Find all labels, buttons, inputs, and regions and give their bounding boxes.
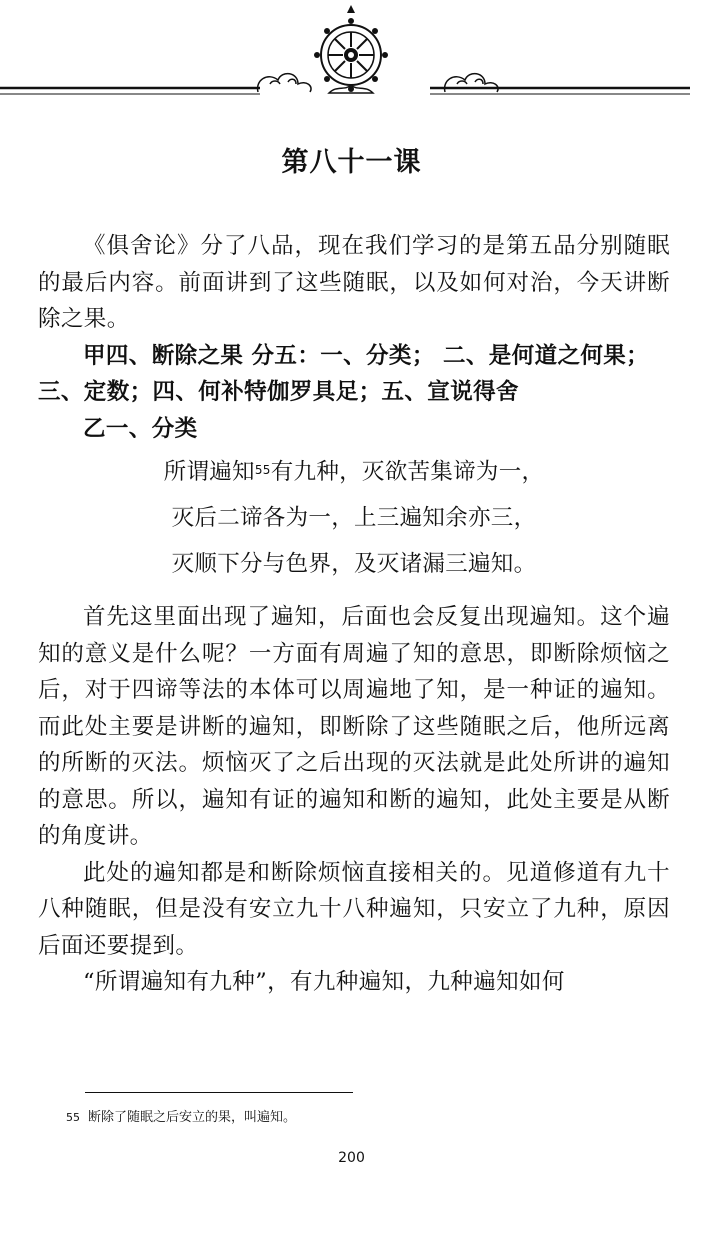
footnote [66, 1108, 296, 1128]
verse-line-3: 灭顺下分与色界，及灭诸漏三遍知。 [171, 551, 537, 577]
section-heading: 甲四、断除之果 分五：一、分类； 二、是何道之何果；三、定数；四、何补特伽罗具足；五、宣说得舍 [38, 342, 650, 405]
verse-line-1-part-b: 有九种，灭欲苦集谛为一， [270, 459, 545, 485]
main-text [38, 228, 670, 1001]
footnote-text: 断除了随眠之后安立的果，叫遍知。 [88, 1110, 297, 1125]
header-ornament [0, 0, 703, 110]
paragraph-intro: 《俱舍论》分了八品，现在我们学习的是第五品分别随眠的最后内容。前面讲到了这些随眠，以及如何对治，今天讲断除之果。 [38, 233, 670, 332]
page-title: 第八十一课 [281, 147, 422, 178]
dharma-wheel-icon [0, 0, 703, 110]
footnote-number: 55 [66, 1111, 80, 1124]
verse-block [38, 449, 670, 587]
footnote-divider [85, 1092, 353, 1093]
paragraph-detail: 此处的遍知都是和断除烦恼直接相关的。见道修道有九十八种随眠，但是没有安立九十八种遍知，只安立了九种，原因后面还要提到。 [38, 859, 670, 959]
verse-line-1-part-a: 所谓遍知 [163, 459, 255, 485]
verse-line-2: 灭后二谛各为一，上三遍知余亦三， [171, 505, 537, 531]
paragraph-continuation: “所谓遍知有九种”，有九种遍知，九种遍知如何 [83, 969, 565, 995]
subsection-heading: 乙一、分类 [83, 415, 198, 442]
verse-line-1 [38, 449, 670, 495]
footnote-ref[interactable]: 55 [254, 463, 271, 477]
page-number: 200 [338, 1150, 365, 1166]
paragraph-explanation: 首先这里面出现了遍知，后面也会反复出现遍知。这个遍知的意义是什么呢？一方面有周遍了知的意思，即断除烦恼之后，对于四谛等法的本体可以周遍地了知，是一种证的遍知。而此处主要是讲断的遍知，即断除了这些随眠之后，他所远离的所断的灭法。烦恼灭了之后出现的灭法就是此处所讲的遍知的意思。所以，遍知有证的遍知和断的遍知，此处主要是从断的角度讲。 [38, 604, 670, 849]
